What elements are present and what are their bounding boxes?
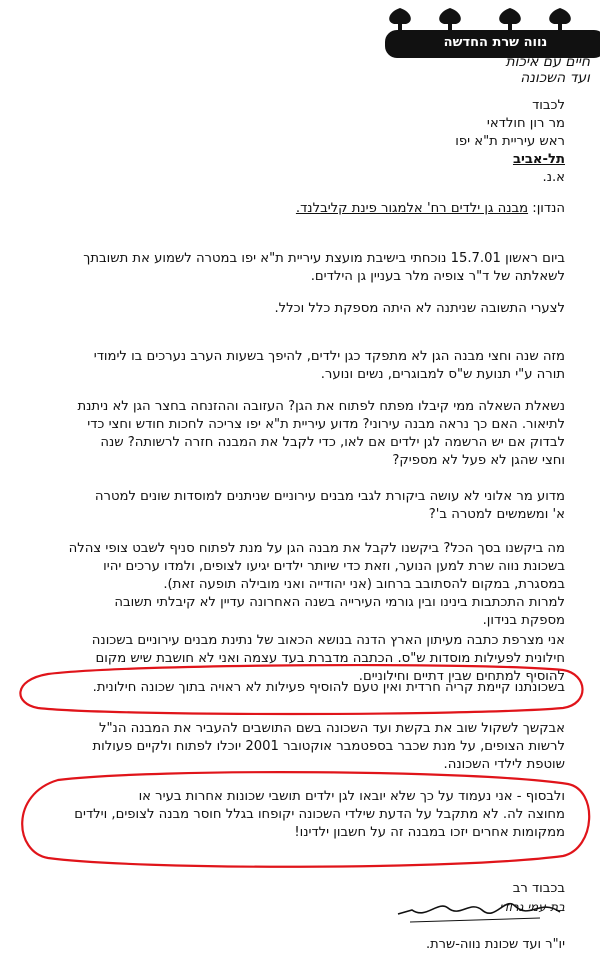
- body-line: בשכונת נווה שרת למען הנוער, וזאת כדי שיותר ילדים יגיעו לצופים, ולמדו ערכים יהיו: [103, 559, 565, 574]
- recipient-name: מר רון חולדאי: [486, 116, 565, 131]
- body-line: מה ביקשנו בסך הכל? ביקשנו לקבל את מבנה הגן על מנת לפתוח סניף לשבט צופי צהלה: [68, 541, 565, 556]
- highlighted-line: ממקומות אחרים יזכו במבנה זה על חשבון ילדינו!: [294, 825, 565, 840]
- body-line: א' ומשמשים למטרה ב'?: [428, 507, 565, 522]
- recipient-greeting: א.נ.: [542, 170, 565, 185]
- body-line: שוטפת לילדי השכונה.: [443, 757, 565, 772]
- recipient-to: לכבוד: [532, 98, 565, 113]
- body-line: לבדוק אם יש הרשמה לגן ילדים אם לאו, כדי לקבל את המבנה חזרה לרשותה? שנה: [100, 435, 565, 450]
- trees-logo-icon: [380, 6, 580, 32]
- signature-name: בת-עמי גרודי: [499, 900, 565, 914]
- subject-text: מבנה גן ילדים רח' אלמגור פינת קליבלנד.: [295, 201, 529, 216]
- signatory-title: יו"ר ועד שכונת נווה-שרת.: [425, 937, 565, 952]
- body-line: מספקת בנידון.: [482, 613, 565, 628]
- body-line: מדוע מר אלוני לא עושה ביקורת לגבי מבנים עירוניים שניתנים למוסדות שונים למטרה: [94, 489, 565, 504]
- body-line: ביום ראשון 15.7.01 נוכחתי בישיבת מועצת עיריית ת"א יפו במטרה לשמוע את תשובתך: [83, 251, 565, 266]
- body-line: לצערי התשובה שניתנה לא היתה מספקת כלל וכלל.: [274, 301, 565, 316]
- recipient-city: תל-אביב: [512, 152, 565, 167]
- body-line: מזה שנה וחצי מבנה הגן לא מתפקד כגן ילדים, להיפך בשעות הערב נערכים בו לימודי: [93, 349, 565, 364]
- body-line: נשאלת השאלה ממי קיבלו מפתח לפתוח את הגן? העזובה וההזנחה בחצר הגן לא ניתנת: [77, 399, 565, 414]
- body-line: לרשות הצופים, על מנת שכבר בספטמבר אוקטובר 2001 יוכלו לפתוח ולקיים פעולות: [92, 739, 565, 754]
- body-line: תורה ע"י תנועת ש"ס למבוגרים, נשים ונוער.: [320, 367, 565, 382]
- body-line: אבקשך לשקול שוב את בקשת ועד השכונה בשם התושבים להעביר את המבנה הנ"ל: [99, 721, 565, 736]
- body-line: למרות התכתבות בינינו ובין גורמי העירייה בשנה האחרונה עדיין לא קיבלתי תשובה: [114, 595, 565, 610]
- body-line: אני מצרפת כתבה מעיתון הארץ הדנה בנושא הכאוב של נתינת מבנים עירוניים בשכונה: [91, 633, 565, 648]
- body-line: חילונית לפעילות מוסדות ש"ס. הכתבה מדברת בעד עצמה ואני לא חושבת שיש מקום: [95, 651, 565, 666]
- body-line: לתיאור. האם כך נראה מבנה עירוני? מדוע עיריית ת"א יפו צריכה לחכות חודש וחצי כדי: [87, 417, 565, 432]
- closing-regards: בכבוד רב: [512, 881, 565, 896]
- body-line: במסגרת, במקום להסתובב ברחוב (אני יהודייה ואני מובילה תופעה זאת).: [163, 577, 565, 592]
- subject-line: [180, 200, 565, 218]
- org-motto: חיים עם איכות: [505, 54, 590, 70]
- org-name-banner: נווה שרת החדשה: [385, 30, 600, 58]
- body-line: לשאלתה של ד"ר צופיה מלר בעניין גן הילדים.: [310, 269, 565, 284]
- subject-label: הנדון:: [532, 201, 565, 216]
- recipient-title: ראש עיריית ת"א יפו: [455, 134, 565, 149]
- body-line: וחצי שהגן לא פעל לא מספיק?: [392, 453, 565, 468]
- highlighted-line: ולבסוף - אני נעמוד על כך שלא יובאו לגן ילדים תושבי שכונות אחרות בעיר או: [138, 789, 565, 804]
- highlighted-line: מחוצה לה. לא מתקבל על הדעת שילדי השכונה יקופחו בגלל חוסר מבנה לצופים, וילדים: [74, 807, 565, 822]
- highlighted-line: בשכונתנו קיימת קריה חרדית ואין טעם להוסיף פעילות לא ראויה בתוך שכונה חילונית.: [92, 680, 565, 695]
- body-line: להוסיף למתחים שבין דתיים וחילוניים.: [358, 669, 565, 684]
- committee-name: ועד השכונה: [520, 70, 590, 86]
